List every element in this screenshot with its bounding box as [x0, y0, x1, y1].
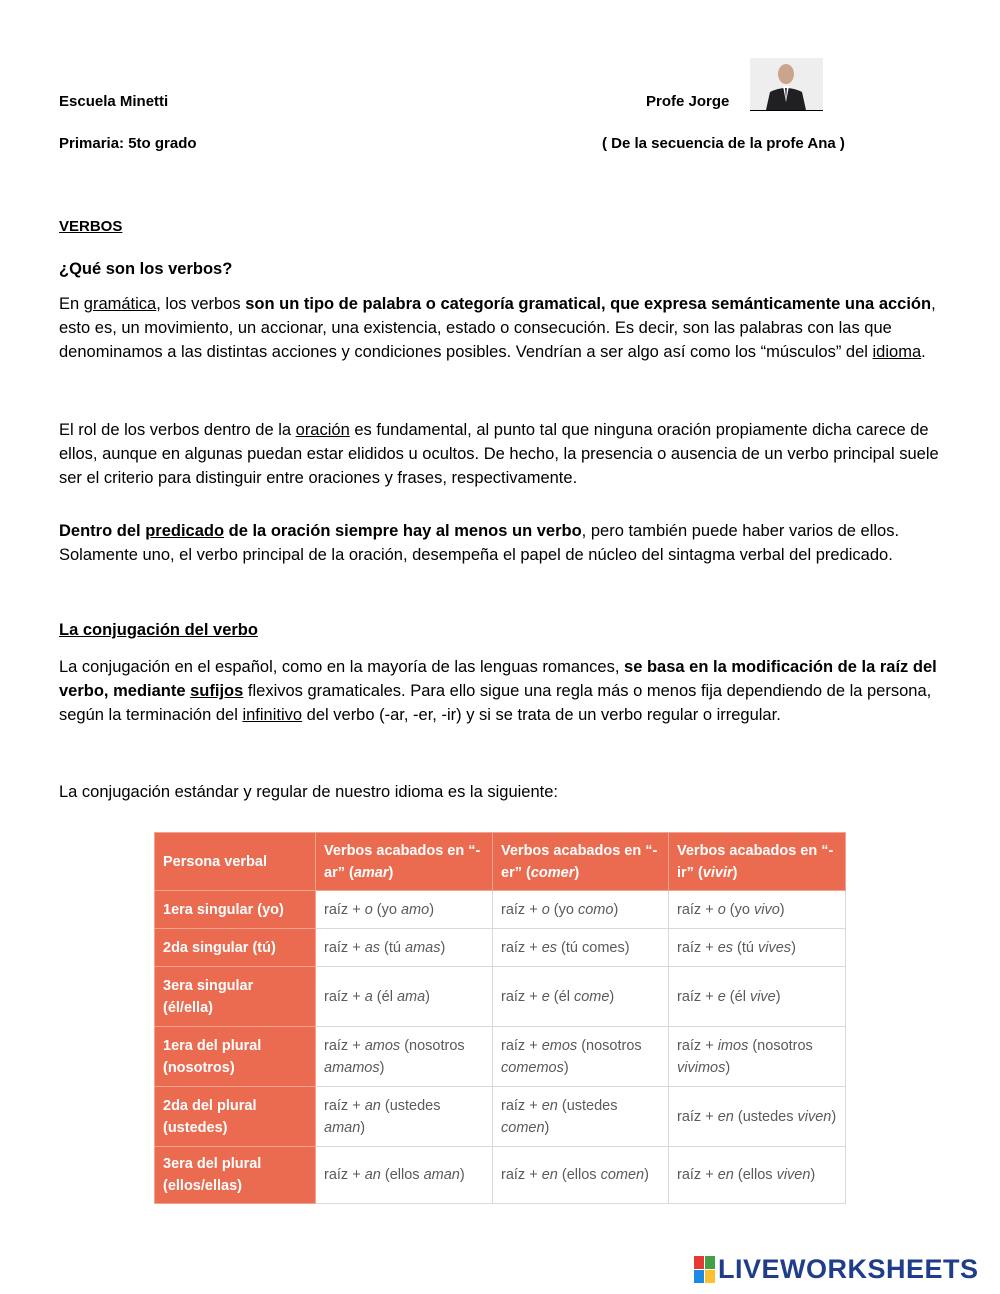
- conjugation-cell: raíz + en (ellos comen): [493, 1147, 669, 1204]
- teacher-photo-image: [750, 58, 823, 110]
- conjugation-cell: raíz + es (tú vives): [669, 929, 846, 967]
- conjugation-cell: raíz + o (yo vivo): [669, 891, 846, 929]
- conjugation-cell: raíz + a (él ama): [316, 967, 493, 1027]
- conjugation-cell: raíz + as (tú amas): [316, 929, 493, 967]
- row-persona: 2da del plural (ustedes): [155, 1087, 316, 1147]
- link-gramatica[interactable]: gramática: [83, 295, 157, 313]
- header-ar: Verbos acabados en “-ar” (amar): [316, 833, 493, 891]
- conjugation-cell: raíz + an (ellos aman): [316, 1147, 493, 1204]
- teacher-name: Profe Jorge: [646, 93, 730, 110]
- conjugation-cell: raíz + o (yo como): [493, 891, 669, 929]
- school-name: Escuela Minetti: [59, 93, 169, 110]
- conjugation-cell: raíz + imos (nosotros vivimos): [669, 1027, 846, 1087]
- paragraph-role: El rol de los verbos dentro de la oración es fundamental, al punto tal que ninguna oración propiamente dicha carece de ellos, aunque en algunas puedan estar elididos u ocultos. De hecho, la presencia o ausencia de un verbo principal suele ser el criterio para distinguir entre oraciones y frases, respectivamente.: [59, 421, 939, 487]
- conjugation-table: [154, 832, 846, 1204]
- section-heading-conjugacion: La conjugación del verbo: [59, 621, 258, 639]
- liveworksheets-brand[interactable]: LIVEWORKSHEETS: [718, 1254, 979, 1284]
- conjugation-cell: raíz + es (tú comes): [493, 929, 669, 967]
- paragraph-definition: En gramática, los verbos son un tipo de palabra o categoría gramatical, que expresa semánticamente una acción, esto es, un movimiento, un accionar, una existencia, estado o consecución. Es decir, son las palabras con las que denominamos a las distintas acciones y condiciones posibles. Vendrían a ser algo así como los “músculos” del idioma.: [59, 295, 936, 361]
- conjugation-cell: raíz + emos (nosotros comemos): [493, 1027, 669, 1087]
- liveworksheets-logo-icon: [694, 1256, 716, 1284]
- teacher-photo: [750, 58, 823, 111]
- table-row: [155, 891, 846, 929]
- row-persona: 1era singular (yo): [155, 891, 316, 929]
- grade-label: Primaria: 5to grado: [59, 135, 197, 152]
- row-persona: 2da singular (tú): [155, 929, 316, 967]
- question-heading: ¿Qué son los verbos?: [59, 260, 233, 278]
- paragraph-predicate: Dentro del predicado de la oración siempre hay al menos un verbo, pero también puede haber varios de ellos. Solamente uno, el verbo principal de la oración, desempeña el papel de núcleo del sintagma verbal del predicado.: [59, 522, 900, 564]
- conjugation-cell: raíz + e (él vive): [669, 967, 846, 1027]
- page-title: VERBOS: [59, 218, 123, 235]
- conjugation-cell: raíz + amos (nosotros amamos): [316, 1027, 493, 1087]
- conjugation-cell: raíz + en (ustedes comen): [493, 1087, 669, 1147]
- conjugation-cell: raíz + e (él come): [493, 967, 669, 1027]
- link-predicado[interactable]: predicado: [145, 522, 225, 540]
- table-header-row: [155, 833, 846, 891]
- link-oracion[interactable]: oración: [295, 421, 350, 439]
- conjugation-cell: raíz + o (yo amo): [316, 891, 493, 929]
- paragraph-conjugation: La conjugación en el español, como en la mayoría de las lenguas romances, se basa en la modificación de la raíz del verbo, mediante sufijos flexivos gramaticales. Para ello sigue una regla más o menos fija dependiendo de la persona, según la terminación del infinitivo del verbo (-ar, -er, -ir) y si se trata de un verbo regular o irregular.: [59, 658, 937, 724]
- conjugation-cell: raíz + an (ustedes aman): [316, 1087, 493, 1147]
- table-row: [155, 1147, 846, 1204]
- header-persona: Persona verbal: [155, 833, 316, 891]
- table-row: [155, 967, 846, 1027]
- row-persona: 3era singular (él/ella): [155, 967, 316, 1027]
- conjugation-cell: raíz + en (ustedes viven): [669, 1087, 846, 1147]
- header-er: Verbos acabados en “-er” (comer): [493, 833, 669, 891]
- table-row: [155, 1027, 846, 1087]
- link-sufijos[interactable]: sufijos: [190, 682, 244, 700]
- conjugation-cell: raíz + en (ellos viven): [669, 1147, 846, 1204]
- link-infinitivo[interactable]: infinitivo: [242, 706, 303, 724]
- link-idioma[interactable]: idioma: [872, 343, 922, 361]
- source-note: ( De la secuencia de la profe Ana ): [602, 135, 845, 152]
- row-persona: 3era del plural (ellos/ellas): [155, 1147, 316, 1204]
- row-persona: 1era del plural (nosotros): [155, 1027, 316, 1087]
- table-row: [155, 1087, 846, 1147]
- table-row: [155, 929, 846, 967]
- header-ir: Verbos acabados en “-ir” (vivir): [669, 833, 846, 891]
- paragraph-intro-table: La conjugación estándar y regular de nuestro idioma es la siguiente:: [59, 783, 558, 801]
